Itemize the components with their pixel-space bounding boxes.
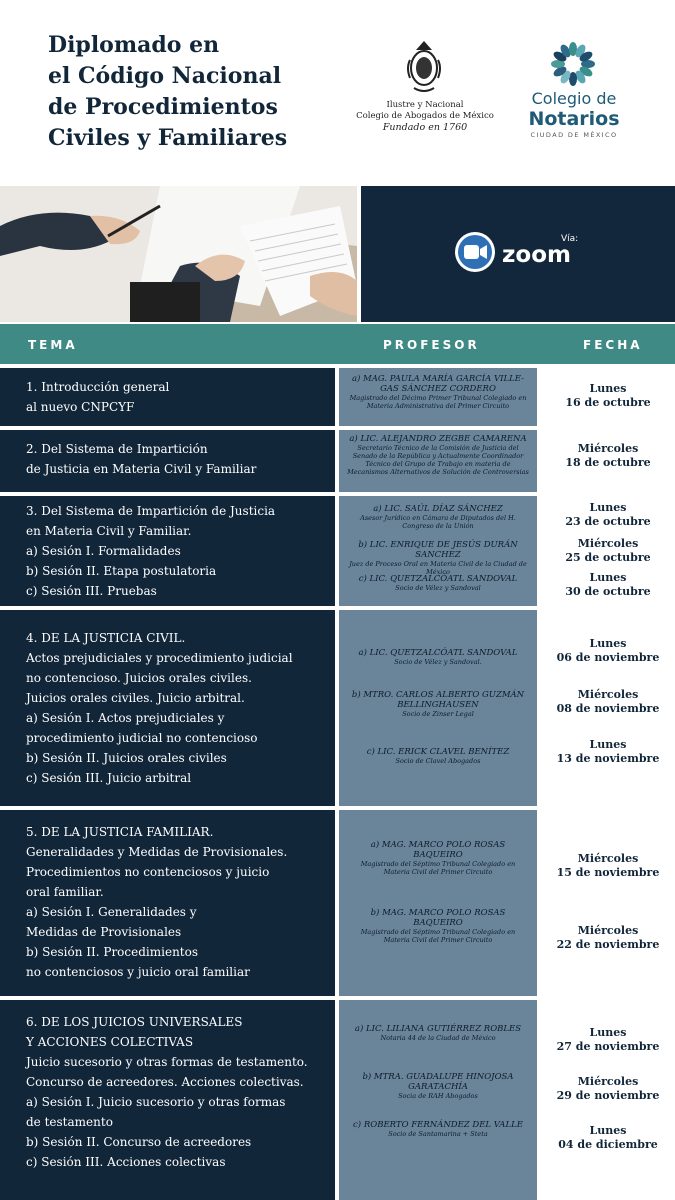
tema-line: Medidas de Provisionales bbox=[26, 925, 182, 939]
tema-line: a) Sesión I. Generalidades y bbox=[26, 905, 197, 919]
fecha-date: 04 de diciembre bbox=[558, 1138, 658, 1151]
fecha-day: Miércoles bbox=[577, 688, 639, 701]
abogados-line1: Ilustre y Nacional bbox=[386, 100, 464, 110]
fecha-entry bbox=[541, 1075, 675, 1103]
tema-line: c) Sesión III. Acciones colectivas bbox=[26, 1155, 226, 1169]
profesor-cell bbox=[339, 1000, 537, 1200]
tema-line: de Justicia en Materia Civil y Familiar bbox=[26, 462, 257, 476]
profesor-name: a) LIC. SAÚL DÍAZ SÁNCHEZ bbox=[373, 504, 503, 514]
profesor-cell bbox=[339, 430, 537, 492]
abogados-line2: Colegio de Abogados de México bbox=[356, 111, 494, 121]
fecha-date: 23 de octubre bbox=[565, 515, 651, 528]
fecha-date: 29 de noviembre bbox=[556, 1089, 660, 1102]
fecha-date: 15 de noviembre bbox=[556, 866, 660, 879]
profesor-description: Asesor Jurídico en Cámara de Diputados del H. Congreso de la Unión bbox=[360, 514, 516, 530]
tema-line: b) Sesión II. Juicios orales civiles bbox=[26, 751, 227, 765]
profesor-description: Socia de RAH Abogados bbox=[398, 1092, 478, 1100]
tema-line: b) Sesión II. Concurso de acreedores bbox=[26, 1135, 252, 1149]
profesor-entry bbox=[339, 747, 537, 765]
fecha-cell bbox=[541, 1000, 675, 1200]
table-row bbox=[0, 610, 675, 806]
tema-line: Juicio sucesorio y otras formas de testamento. bbox=[26, 1055, 308, 1069]
via-label: Vía: bbox=[561, 234, 579, 244]
table-row bbox=[0, 1000, 675, 1200]
tema-line: 3. Del Sistema de Impartición de Justicia bbox=[26, 504, 276, 518]
title-line: Diplomado en bbox=[48, 32, 220, 58]
profesor-entry bbox=[339, 908, 537, 944]
tema-line: b) Sesión II. Procedimientos bbox=[26, 945, 199, 959]
tema-line: de testamento bbox=[26, 1115, 113, 1129]
fecha-day: Lunes bbox=[589, 1124, 627, 1137]
fecha-date: 18 de octubre bbox=[565, 456, 651, 469]
table-row bbox=[0, 810, 675, 996]
fecha-day: Miércoles bbox=[577, 852, 639, 865]
fecha-day: Miércoles bbox=[577, 1075, 639, 1088]
tema-line: no contencioso. Juicios orales civiles. bbox=[26, 671, 252, 685]
profesor-entry bbox=[339, 648, 537, 666]
profesor-entry bbox=[339, 574, 537, 592]
tema-cell bbox=[0, 810, 335, 996]
zoom-logo bbox=[455, 226, 595, 286]
tema-line: a) Sesión I. Formalidades bbox=[26, 544, 181, 558]
profesor-description: Magistrado del Décimo Primer Tribunal Colegiado en Materia Administrativa del Primer Circuito bbox=[349, 394, 527, 410]
fecha-day: Lunes bbox=[589, 501, 627, 514]
profesor-entry bbox=[339, 840, 537, 876]
title-line: el Código Nacional bbox=[48, 63, 282, 89]
fecha-entry bbox=[541, 1026, 675, 1054]
abogados-fundado: Fundado en 1760 bbox=[382, 122, 468, 133]
tema-line: a) Sesión I. Actos prejudiciales y bbox=[26, 711, 225, 725]
title-line: Civiles y Familiares bbox=[48, 125, 288, 151]
signing-photo bbox=[0, 186, 357, 322]
profesor-entry bbox=[339, 1024, 537, 1042]
tema-line: oral familiar. bbox=[26, 885, 104, 899]
fecha-entry bbox=[541, 571, 675, 599]
profesor-entry bbox=[339, 434, 537, 476]
notarios-name bbox=[522, 90, 626, 140]
profesor-name: a) LIC. QUETZALCÓATL SANDOVAL bbox=[358, 648, 518, 658]
profesor-name: b) LIC. ENRIQUE DE JESÚS DURÁN SANCHEZ bbox=[358, 540, 518, 560]
notarios-line1: Colegio de bbox=[531, 89, 617, 108]
abogados-crest-logo bbox=[404, 38, 444, 96]
profesor-name: c) LIC. QUETZALCÓATL SANDOVAL bbox=[358, 574, 518, 584]
tema-line: 1. Introducción general bbox=[26, 380, 170, 394]
profesor-entry bbox=[339, 1120, 537, 1138]
fecha-entry bbox=[541, 537, 675, 565]
tema-line: Juicios orales civiles. Juicio arbitral. bbox=[26, 691, 245, 705]
fecha-day: Lunes bbox=[589, 382, 627, 395]
fecha-date: 06 de noviembre bbox=[556, 651, 660, 664]
tema-line: 6. DE LOS JUICIOS UNIVERSALES bbox=[26, 1015, 243, 1029]
profesor-cell bbox=[339, 368, 537, 426]
profesor-description: Magistrado del Séptimo Tribunal Colegiado en Materia Civil del Primer Circuito bbox=[360, 860, 516, 876]
profesor-description: Magistrado del Séptimo Tribunal Colegiado en Materia Civil del Primer Circuito bbox=[360, 928, 516, 944]
tema-line: Generalidades y Medidas de Provisionales. bbox=[26, 845, 288, 859]
fecha-cell bbox=[541, 496, 675, 606]
fecha-entry bbox=[541, 852, 675, 880]
tema-line: c) Sesión III. Juicio arbitral bbox=[26, 771, 192, 785]
fecha-entry bbox=[541, 738, 675, 766]
tema-line: Y ACCIONES COLECTIVAS bbox=[26, 1035, 194, 1049]
tema-cell bbox=[0, 368, 335, 426]
tema-line: en Materia Civil y Familiar. bbox=[26, 524, 192, 538]
profesor-name: c) LIC. ERICK CLAVEL BENÍTEZ bbox=[366, 747, 510, 757]
profesor-entry bbox=[339, 1072, 537, 1100]
fecha-date: 13 de noviembre bbox=[556, 752, 660, 765]
fecha-date: 30 de octubre bbox=[565, 585, 651, 598]
tema-line: Procedimientos no contenciosos y juicio bbox=[26, 865, 270, 879]
signing-illustration bbox=[0, 186, 357, 322]
fecha-day: Lunes bbox=[589, 571, 627, 584]
fecha-entry bbox=[541, 924, 675, 952]
tema-cell bbox=[0, 430, 335, 492]
fecha-cell bbox=[541, 610, 675, 806]
fecha-entry bbox=[541, 637, 675, 665]
tema-cell bbox=[0, 496, 335, 606]
notarios-line2: Notarios bbox=[528, 108, 620, 130]
table-row bbox=[0, 368, 675, 426]
fecha-day: Lunes bbox=[589, 637, 627, 650]
abogados-name bbox=[340, 100, 510, 133]
profesor-description: Secretario Técnico de la Comisión de Justicia del Senado de la República y Actualmente Coordinador Técnico del Grupo de Trabajo en materia de Mecanismos Alternativos de Solución de Controversias bbox=[347, 444, 529, 476]
fecha-entry bbox=[541, 382, 675, 410]
column-fecha: FECHA bbox=[583, 338, 643, 352]
tema-line: a) Sesión I. Juicio sucesorio y otras formas bbox=[26, 1095, 286, 1109]
fecha-date: 25 de octubre bbox=[565, 551, 651, 564]
fecha-cell bbox=[541, 810, 675, 996]
profesor-description: Socio de Vélez y Sandoval bbox=[395, 584, 481, 592]
tema-line: procedimiento judicial no contencioso bbox=[26, 731, 258, 745]
fecha-date: 27 de noviembre bbox=[556, 1040, 660, 1053]
profesor-name: c) ROBERTO FERNÁNDEZ DEL VALLE bbox=[353, 1120, 523, 1130]
fecha-cell bbox=[541, 368, 675, 426]
profesor-description: Socio de Santamarina + Steta bbox=[388, 1130, 488, 1138]
notarios-line3: CIUDAD DE MÉXICO bbox=[530, 131, 618, 139]
tema-line: 4. DE LA JUSTICIA CIVIL. bbox=[26, 631, 186, 645]
tema-cell bbox=[0, 1000, 335, 1200]
profesor-name: a) MAG. PAULA MARÍA GARCÍA VILLE-GAS SÁNCHEZ CORDERO bbox=[351, 374, 525, 394]
profesor-name: a) MAG. MARCO POLO ROSAS BAQUEIRO bbox=[370, 840, 506, 860]
zoom-wordmark: zoom bbox=[502, 242, 571, 268]
fecha-cell bbox=[541, 430, 675, 492]
profesor-description: Socio de Zinser Legal bbox=[402, 710, 474, 718]
profesor-description: Juez de Proceso Oral en Materia Civil de la Ciudad de México bbox=[349, 560, 527, 576]
profesor-name: b) MAG. MARCO POLO ROSAS BAQUEIRO bbox=[370, 908, 506, 928]
fecha-date: 08 de noviembre bbox=[556, 702, 660, 715]
fecha-day: Lunes bbox=[589, 738, 627, 751]
tema-line: no contenciosos y juicio oral familiar bbox=[26, 965, 250, 979]
profesor-entry bbox=[339, 540, 537, 576]
fecha-day: Lunes bbox=[589, 1026, 627, 1039]
column-tema: TEMA bbox=[28, 338, 78, 352]
tema-line: c) Sesión III. Pruebas bbox=[26, 584, 157, 598]
tema-line: al nuevo CNPCYF bbox=[26, 400, 135, 414]
fecha-day: Miércoles bbox=[577, 537, 639, 550]
tema-cell bbox=[0, 610, 335, 806]
fecha-date: 16 de octubre bbox=[565, 396, 651, 409]
profesor-name: a) LIC. LILIANA GUTIÉRREZ ROBLES bbox=[354, 1024, 522, 1034]
profesor-cell bbox=[339, 496, 537, 606]
notarios-logo-icon bbox=[549, 40, 597, 88]
fecha-entry bbox=[541, 688, 675, 716]
tema-line: 5. DE LA JUSTICIA FAMILIAR. bbox=[26, 825, 214, 839]
fecha-entry bbox=[541, 442, 675, 470]
fecha-entry bbox=[541, 501, 675, 529]
profesor-name: b) MTRO. CARLOS ALBERTO GUZMÁN BELLINGHAUSEN bbox=[351, 690, 525, 710]
column-profesor: PROFESOR bbox=[383, 338, 480, 352]
tema-line: Concurso de acreedores. Acciones colectivas. bbox=[26, 1075, 304, 1089]
table-header bbox=[0, 324, 675, 364]
fecha-entry bbox=[541, 1124, 675, 1152]
tema-line: b) Sesión II. Etapa postulatoria bbox=[26, 564, 217, 578]
tema-line: 2. Del Sistema de Impartición bbox=[26, 442, 208, 456]
fecha-date: 22 de noviembre bbox=[556, 938, 660, 951]
page-title bbox=[48, 30, 348, 154]
header bbox=[0, 0, 675, 186]
profesor-description: Notaria 44 de la Ciudad de México bbox=[380, 1034, 496, 1042]
profesor-name: a) LIC. ALEJANDRO ZEGBE CAMARENA bbox=[349, 434, 527, 444]
profesor-cell bbox=[339, 810, 537, 996]
profesor-entry bbox=[339, 504, 537, 530]
table-row bbox=[0, 430, 675, 492]
profesor-description: Socio de Vélez y Sandoval. bbox=[394, 658, 482, 666]
title-line: de Procedimientos bbox=[48, 94, 278, 120]
fecha-day: Miércoles bbox=[577, 442, 639, 455]
profesor-name: b) MTRA. GUADALUPE HINOJOSA GARATACHÍA bbox=[362, 1072, 514, 1092]
profesor-entry bbox=[339, 690, 537, 718]
tema-line: Actos prejudiciales y procedimiento judicial bbox=[26, 651, 293, 665]
fecha-day: Miércoles bbox=[577, 924, 639, 937]
table-row bbox=[0, 496, 675, 606]
profesor-entry bbox=[339, 374, 537, 410]
profesor-cell bbox=[339, 610, 537, 806]
profesor-description: Socio de Clavel Abogados bbox=[395, 757, 481, 765]
